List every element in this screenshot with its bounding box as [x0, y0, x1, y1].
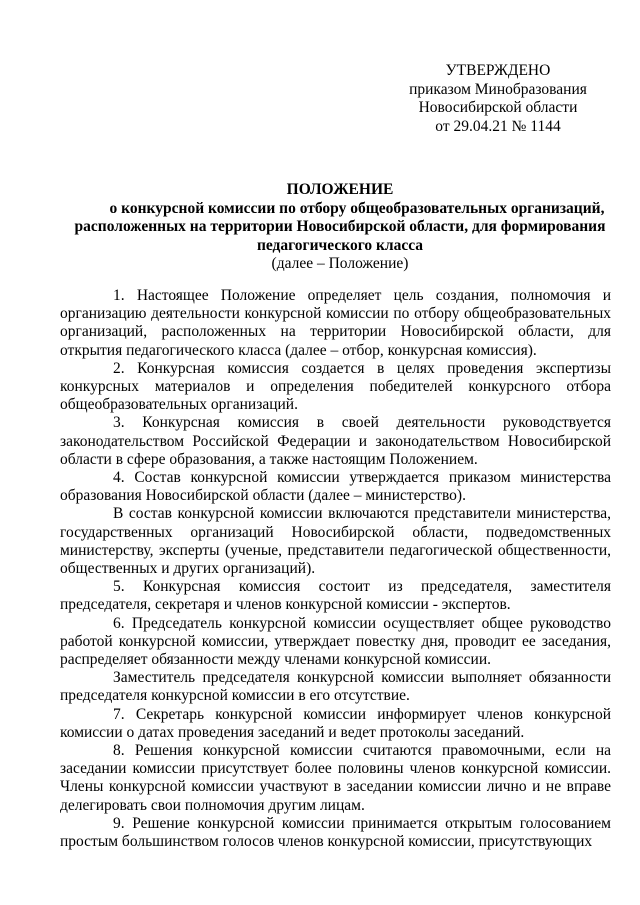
paragraph-6-deputy: Заместитель председателя конкурсной комиссии выполняет обязанности председателя конкурсной комиссии в его отсутствие. — [60, 669, 611, 705]
title-subject-line-3: педагогического класса — [256, 236, 424, 254]
paragraph-8: 8. Решения конкурсной комиссии считаются правомочными, если на заседании комиссии присутствует более половины членов конкурсной комиссии. Члены конкурсной комиссии участвуют в заседании комиссии лично и не вправе делегировать свои полномочия другим лицам. — [60, 742, 611, 814]
paragraph-4: 4. Состав конкурсной комиссии утверждается приказом министерства образования Новосибирской области (далее – министерство). — [60, 469, 611, 505]
title-subject — [60, 200, 620, 256]
paragraph-9: 9. Решение конкурсной комиссии принимается открытым голосованием простым большинством голосов членов конкурсной комиссии, присутствующих — [60, 814, 611, 851]
document-body — [60, 287, 611, 851]
approval-stamp — [392, 62, 604, 136]
document-title — [60, 181, 620, 274]
approval-line-approved: УТВЕРЖДЕНО — [445, 62, 551, 79]
approval-line-order: приказом Минобразования — [409, 80, 587, 98]
title-heading: ПОЛОЖЕНИЕ — [286, 181, 394, 198]
paragraph-1: 1. Настоящее Положение определяет цель создания, полномочия и организацию деятельности конкурсной комиссии по отбору общеобразовательных организаций, расположенных на территории Новосибирской области, для открытия педагогического класса (далее – отбор, конкурсная комиссия). — [60, 287, 611, 359]
title-short-name: (далее – Положение) — [271, 255, 409, 272]
paragraph-6: 6. Председатель конкурсной комиссии осуществляет общее руководство работой конкурсной комиссии, утверждает повестку дня, проводит ее заседания, распределяет обязанности между членами конкурсной комиссии. — [60, 614, 611, 669]
paragraph-2: 2. Конкурсная комиссия создается в целях проведения экспертизы конкурсных материалов и определения победителей конкурсного отбора общеобразовательных организаций. — [60, 359, 611, 414]
approval-line-region: Новосибирской области — [418, 99, 578, 116]
title-subject-line-1: о конкурсной комиссии по отбору общеобразовательных организаций, — [109, 199, 605, 217]
paragraph-3: 3. Конкурсная комиссия в своей деятельности руководствуется законодательством Российской Федерации и законодательством Новосибирской области в сфере образования, а также настоящим Положением. — [60, 414, 611, 468]
title-subject-line-2: расположенных на территории Новосибирской области, для формирования — [74, 218, 606, 235]
paragraph-7: 7. Секретарь конкурсной комиссии информирует членов конкурсной комиссии о датах проведения заседаний и ведет протоколы заседаний. — [60, 705, 611, 741]
approval-line-date-number: от 29.04.21 № 1144 — [435, 117, 561, 135]
paragraph-5: 5. Конкурсная комиссия состоит из председателя, заместителя председателя, секретаря и членов конкурсной комиссии - экспертов. — [60, 578, 611, 614]
paragraph-4-composition: В состав конкурсной комиссии включаются представители министерства, государственных организаций Новосибирской области, подведомственных министерству, эксперты (ученые, представители педагогической общественности, общественных и других организаций). — [60, 505, 611, 578]
